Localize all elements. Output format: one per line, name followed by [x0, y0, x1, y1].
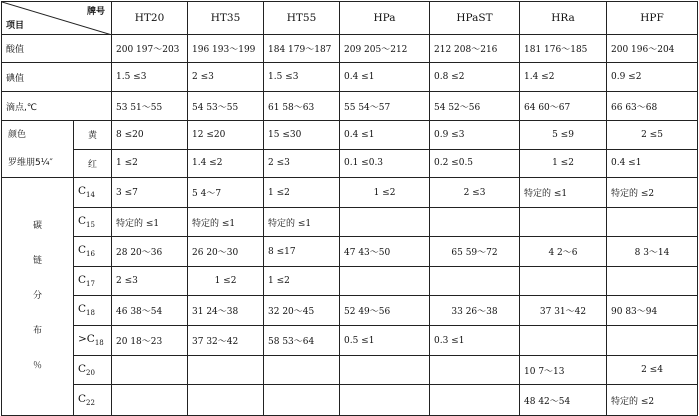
col-header: HT55	[264, 2, 340, 35]
table-cell: 2 ≤3	[188, 63, 264, 92]
table-cell: 8 ≤20	[112, 121, 188, 150]
row-color-red	[2, 149, 698, 178]
col-header: HPaST	[430, 2, 520, 35]
table-cell: 61 58～63	[264, 92, 340, 121]
table-cell: 2 ≤3	[264, 149, 340, 178]
table-cell: 200 197～203	[112, 35, 188, 63]
table-cell: 0.2 ≤0.5	[430, 149, 520, 178]
table-cell: 0.3 ≤1	[430, 326, 520, 356]
color-group-label	[2, 121, 74, 178]
row-carbon-c22	[2, 385, 698, 416]
sub-label-yellow: 黄	[74, 121, 112, 150]
table-cell: 52 49～56	[340, 296, 430, 326]
table-cell	[264, 356, 340, 385]
table-cell	[340, 267, 430, 296]
carbon-number-label: $C_{14}$	[74, 178, 112, 208]
header-row	[2, 2, 698, 35]
table-cell	[607, 208, 698, 237]
table-cell: 1 ≤2	[264, 267, 340, 296]
table-cell: 3 ≤7	[112, 178, 188, 208]
table-cell: 37 31～42	[520, 296, 607, 326]
row-carbon-c15	[2, 208, 698, 237]
col-header: HPF	[607, 2, 698, 35]
table-cell: 54 52～56	[430, 92, 520, 121]
table-cell: 209 205～212	[340, 35, 430, 63]
col-header: HPa	[340, 2, 430, 35]
sub-label-red: 红	[74, 149, 112, 178]
table-cell: 196 193～199	[188, 35, 264, 63]
table-cell: 54 53～55	[188, 92, 264, 121]
fatty-acid-spec-table	[1, 1, 698, 416]
table-cell: 184 179～187	[264, 35, 340, 63]
table-cell: 特定的 ≤2	[607, 178, 698, 208]
table-cell: 1 ≤2	[520, 149, 607, 178]
color-label: 颜色	[8, 130, 27, 140]
table-cell: 8 ≤17	[264, 237, 340, 267]
table-cell: 0.9 ≤3	[430, 121, 520, 150]
table-cell: 2 ≤3	[430, 178, 520, 208]
row-label: 碘值	[2, 63, 112, 92]
table-cell: 2 ≤5	[607, 121, 698, 150]
table-cell: 15 ≤30	[264, 121, 340, 150]
table-cell	[430, 385, 520, 416]
table-cell: 55 54～57	[340, 92, 430, 121]
table-cell: 1 ≤2	[188, 267, 264, 296]
col-header: HRa	[520, 2, 607, 35]
lovibond-label: 罗维朋5¼″	[8, 158, 53, 168]
table-cell: 47 43～50	[340, 237, 430, 267]
carbon-number-label: $C_{18}$	[74, 296, 112, 326]
table-cell: 1 ≤2	[112, 149, 188, 178]
carbon-number-label: $C_{16}$	[74, 237, 112, 267]
table-cell	[340, 356, 430, 385]
row-carbon-c16	[2, 237, 698, 267]
table-cell: 0.9 ≤2	[607, 63, 698, 92]
table-cell: 0.4 ≤1	[607, 149, 698, 178]
table-cell	[607, 326, 698, 356]
table-cell: 0.5 ≤1	[340, 326, 430, 356]
table-cell: 4 2～6	[520, 237, 607, 267]
table-cell: 1.4 ≤2	[520, 63, 607, 92]
corner-grade-label: 牌号	[86, 7, 105, 17]
table-cell: 10 7～13	[520, 356, 607, 385]
corner-item-label: 项目	[6, 21, 25, 31]
table-cell	[112, 356, 188, 385]
table-cell: 65 59～72	[430, 237, 520, 267]
table-cell	[520, 267, 607, 296]
col-header: HT20	[112, 2, 188, 35]
table-cell	[340, 385, 430, 416]
table-cell: 90 83～94	[607, 296, 698, 326]
row-carbon-c17	[2, 267, 698, 296]
carbon-label-char: 布	[32, 326, 42, 336]
table-cell	[607, 267, 698, 296]
row-acid-value	[2, 35, 698, 63]
carbon-number-label: $C_{17}$	[74, 267, 112, 296]
table-cell: 26 20～30	[188, 237, 264, 267]
table-cell: 1.5 ≤3	[264, 63, 340, 92]
col-header: HT35	[188, 2, 264, 35]
carbon-number-label: $C_{22}$	[74, 385, 112, 416]
carbon-label-char: ％	[32, 361, 42, 371]
table-cell: 0.8 ≤2	[430, 63, 520, 92]
row-carbon-c18	[2, 296, 698, 326]
row-carbon-c14	[2, 178, 698, 208]
table-cell: 64 60～67	[520, 92, 607, 121]
table-cell	[188, 356, 264, 385]
table-cell: 2 ≤3	[112, 267, 188, 296]
table-cell: 48 42～54	[520, 385, 607, 416]
table-cell: 31 24～38	[188, 296, 264, 326]
table-cell: 5 ≤9	[520, 121, 607, 150]
table-cell	[430, 208, 520, 237]
table-cell: 特定的 ≤1	[112, 208, 188, 237]
table-cell	[430, 267, 520, 296]
table-cell	[112, 385, 188, 416]
row-carbon-c20	[2, 356, 698, 385]
table-cell: 1.5 ≤3	[112, 63, 188, 92]
table-cell: 0.4 ≤1	[340, 63, 430, 92]
carbon-label-char: 链	[32, 256, 42, 266]
table-cell: 181 176～185	[520, 35, 607, 63]
table-cell: 特定的 ≤1	[188, 208, 264, 237]
table-cell: 46 38～54	[112, 296, 188, 326]
carbon-distribution-label	[2, 178, 74, 416]
table-cell: 2 ≤4	[607, 356, 698, 385]
table-cell: 8 3～14	[607, 237, 698, 267]
carbon-number-label: $>C_{18}$	[74, 326, 112, 356]
carbon-label-char: 碳	[32, 221, 42, 231]
table-cell	[264, 385, 340, 416]
table-cell: 1 ≤2	[340, 178, 430, 208]
corner-header	[2, 2, 112, 35]
table-cell	[520, 208, 607, 237]
table-cell: 20 18～23	[112, 326, 188, 356]
table-cell: 12 ≤20	[188, 121, 264, 150]
table-cell: 特定的 ≤1	[264, 208, 340, 237]
table-cell: 33 26～38	[430, 296, 520, 326]
table-cell	[520, 326, 607, 356]
table-cell: 200 196～204	[607, 35, 698, 63]
table-cell: 32 20～45	[264, 296, 340, 326]
row-color-yellow	[2, 121, 698, 150]
table-cell: 特定的 ≤1	[520, 178, 607, 208]
table-cell: 5 4～7	[188, 178, 264, 208]
table-cell	[430, 356, 520, 385]
table-cell: 53 51～55	[112, 92, 188, 121]
row-carbon-gt-c18	[2, 326, 698, 356]
row-label: 滴点,℃	[2, 92, 112, 121]
table-cell: 1 ≤2	[264, 178, 340, 208]
table-cell: 212 208～216	[430, 35, 520, 63]
table-cell: 28 20～36	[112, 237, 188, 267]
table-cell: 1.4 ≤2	[188, 149, 264, 178]
table-cell: 特定的 ≤2	[607, 385, 698, 416]
row-titre	[2, 92, 698, 121]
table-cell: 37 32～42	[188, 326, 264, 356]
table-cell: 58 53～64	[264, 326, 340, 356]
carbon-number-label: $C_{20}$	[74, 356, 112, 385]
table-cell	[340, 208, 430, 237]
row-iodine-value	[2, 63, 698, 92]
table-cell: 66 63～68	[607, 92, 698, 121]
carbon-label-char: 分	[32, 291, 42, 301]
row-label: 酸值	[2, 35, 112, 63]
table-cell: 0.4 ≤1	[340, 121, 430, 150]
table-cell	[188, 385, 264, 416]
carbon-number-label: $C_{15}$	[74, 208, 112, 237]
table-cell: 0.1 ≤0.3	[340, 149, 430, 178]
